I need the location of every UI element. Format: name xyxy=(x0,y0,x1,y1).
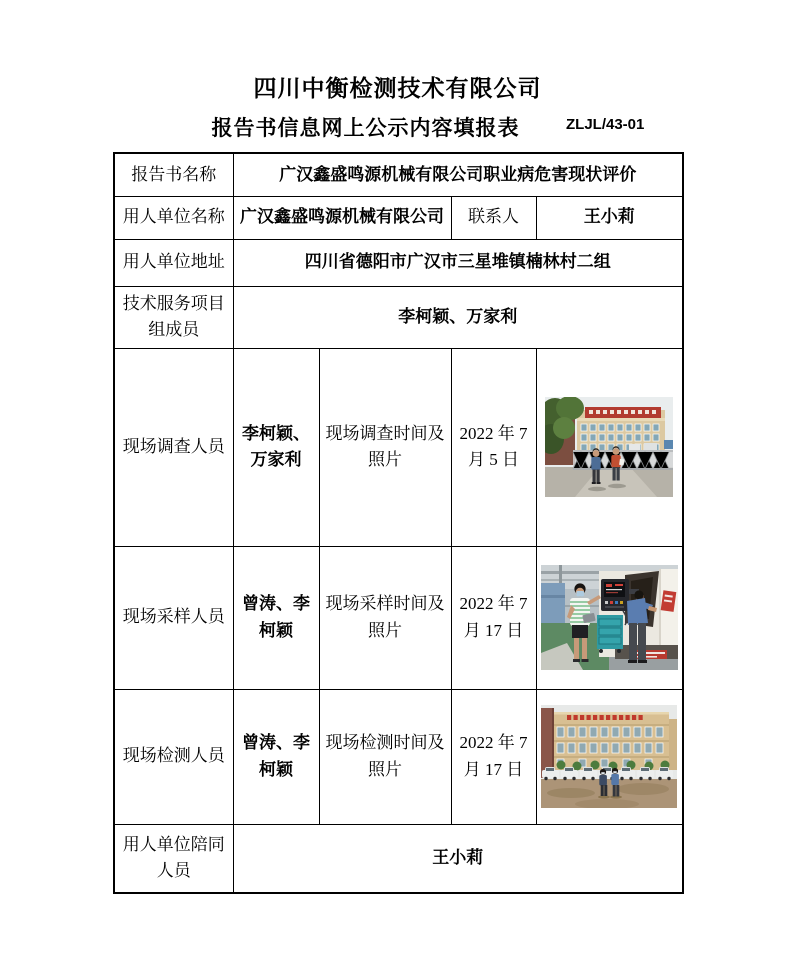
table-row xyxy=(114,689,683,824)
contact-label: 联系人 xyxy=(451,196,536,239)
form-title: 报告书信息网上公示内容填报表 xyxy=(211,117,520,140)
testing-names: 曾涛、李柯颖 xyxy=(233,689,319,824)
site-survey-label: 现场调查人员 xyxy=(114,348,233,546)
table-row xyxy=(114,196,683,239)
doc-code: ZLJL/43-01 xyxy=(566,116,645,133)
contact-value: 王小莉 xyxy=(536,196,683,239)
report-name-value: 广汉鑫盛鸣源机械有限公司职业病危害现状评价 xyxy=(233,153,683,196)
table-row xyxy=(114,546,683,689)
site-survey-date: 2022 年 7 月 5 日 xyxy=(451,348,536,546)
site-survey-time-label: 现场调查时间及照片 xyxy=(319,348,451,546)
testing-time-label: 现场检测时间及照片 xyxy=(319,689,451,824)
table-row xyxy=(114,824,683,893)
site-survey-photo-cell xyxy=(536,348,683,546)
table-row xyxy=(114,286,683,348)
employer-address-label: 用人单位地址 xyxy=(114,239,233,286)
sampling-date: 2022 年 7 月 17 日 xyxy=(451,546,536,689)
project-team-value: 李柯颖、万家利 xyxy=(233,286,683,348)
testing-label: 现场检测人员 xyxy=(114,689,233,824)
table-row xyxy=(114,153,683,196)
site-survey-photo xyxy=(545,397,673,497)
employer-name-value: 广汉鑫盛鸣源机械有限公司 xyxy=(233,196,451,239)
report-name-label: 报告书名称 xyxy=(114,153,233,196)
form-title-row xyxy=(113,112,682,142)
accompanying-value: 王小莉 xyxy=(233,824,683,893)
employer-name-label: 用人单位名称 xyxy=(114,196,233,239)
company-title: 四川中衡检测技术有限公司 xyxy=(253,75,542,101)
sampling-photo xyxy=(541,565,678,670)
table-row xyxy=(114,348,683,546)
sampling-label: 现场采样人员 xyxy=(114,546,233,689)
testing-photo xyxy=(541,705,677,808)
table-row xyxy=(114,239,683,286)
project-team-label: 技术服务项目组成员 xyxy=(114,286,233,348)
sampling-photo-cell xyxy=(536,546,683,689)
report-info-table xyxy=(113,152,684,894)
sampling-names: 曾涛、李柯颖 xyxy=(233,546,319,689)
employer-address-value: 四川省德阳市广汉市三星堆镇楠林村二组 xyxy=(233,239,683,286)
sampling-time-label: 现场采样时间及照片 xyxy=(319,546,451,689)
accompanying-label: 用人单位陪同人员 xyxy=(114,824,233,893)
site-survey-names: 李柯颖、万家利 xyxy=(233,348,319,546)
testing-date: 2022 年 7 月 17 日 xyxy=(451,689,536,824)
testing-photo-cell xyxy=(536,689,683,824)
